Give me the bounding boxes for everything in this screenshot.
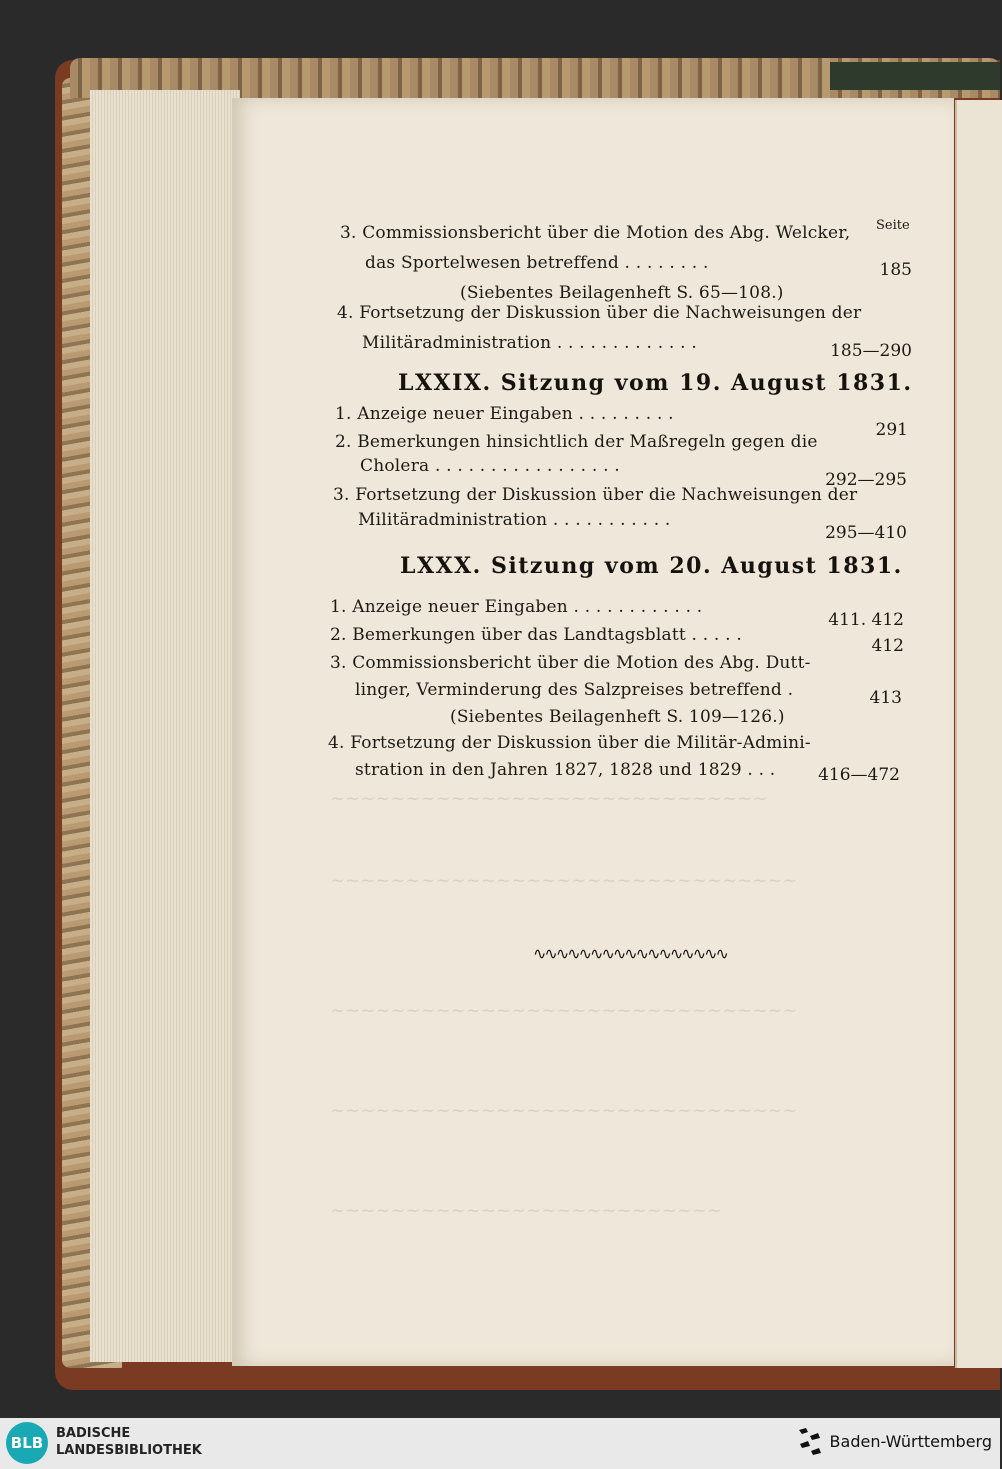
seite-label: Seite [876,218,910,233]
entry-b1-line1: 1. Anzeige neuer Eingaben . . . . . . . . . [335,404,674,424]
next-page-edge [955,100,1002,1368]
heading-lxxix: LXXIX. Sitzung vom 19. August 1831. [398,370,913,396]
state-coat-of-arms-icon [796,1426,824,1460]
entry-c1-line1: 1. Anzeige neuer Eingaben . . . . . . . . . . . . [330,597,703,617]
entry-c3-note: (Siebentes Beilagenheft S. 109—126.) [450,707,785,727]
entry-b2-line1: 2. Bemerkungen hinsichtlich der Maßregeln gegen die [335,432,818,452]
entry-c1-page: 411. 412 [828,610,904,630]
entry-a2-line2: Militäradministration . . . . . . . . . . . . . [362,333,697,353]
showthrough-3: ~~~~~~~~~~~~~~~~~~~~~~~~~~~~~~~ [330,1000,798,1021]
entry-a1-line2: das Sportelwesen betreffend . . . . . . . . [365,253,709,273]
entry-b2-page: 292—295 [825,470,907,490]
entry-a2-page: 185—290 [830,341,912,361]
page-stack [90,90,240,1362]
entry-b2-line2: Cholera . . . . . . . . . . . . . . . . . [360,456,620,476]
entry-c3-page: 413 [869,688,902,708]
bookmark-ribbon [830,62,1000,90]
footer-bar [0,1418,1000,1469]
showthrough-2: ~~~~~~~~~~~~~~~~~~~~~~~~~~~~~~~ [330,870,798,891]
entry-a1-page: 185 [879,260,912,280]
entry-c3-line2: linger, Verminderung des Salzpreises betreffend . [355,680,794,700]
library-name[interactable] [56,1425,202,1459]
entry-a1-note: (Siebentes Beilagenheft S. 65—108.) [460,283,784,303]
library-name-line2: LANDESBIBLIOTHEK [56,1443,202,1458]
ornament-divider: ∿∿∿∿∿∿∿∿∿∿∿∿∿∿∿∿∿ [533,944,727,963]
entry-b1-page: 291 [875,420,908,440]
entry-c2-page: 412 [871,636,904,656]
entry-b3-line2: Militäradministration . . . . . . . . . . . [358,510,671,530]
entry-c4-page: 416—472 [818,765,900,785]
entry-c4-line1: 4. Fortsetzung der Diskussion über die Militär-Admini- [328,733,811,753]
entry-a1-line1: 3. Commissionsbericht über die Motion des Abg. Welcker, [340,223,851,243]
entry-a2-line1: 4. Fortsetzung der Diskussion über die Nachweisungen der [337,303,862,323]
heading-lxxx: LXXX. Sitzung vom 20. August 1831. [400,553,903,579]
state-name[interactable]: Baden-Württemberg [829,1432,992,1451]
library-name-line1: BADISCHE [56,1426,131,1441]
entry-b3-line1: 3. Fortsetzung der Diskussion über die Nachweisungen der [333,485,858,505]
showthrough-4: ~~~~~~~~~~~~~~~~~~~~~~~~~~~~~~~ [330,1100,798,1121]
entry-b3-page: 295—410 [825,523,907,543]
entry-c4-line2: stration in den Jahren 1827, 1828 und 1829 . . . [355,760,776,780]
showthrough-5: ~~~~~~~~~~~~~~~~~~~~~~~~~~ [330,1200,723,1221]
blb-logo-icon[interactable]: BLB [6,1422,48,1464]
entry-c3-line1: 3. Commissionsbericht über die Motion des Abg. Dutt- [330,653,811,673]
entry-c2-line1: 2. Bemerkungen über das Landtagsblatt . . . . . [330,625,742,645]
showthrough-1: ~~~~~~~~~~~~~~~~~~~~~~~~~~~~~ [330,788,768,809]
